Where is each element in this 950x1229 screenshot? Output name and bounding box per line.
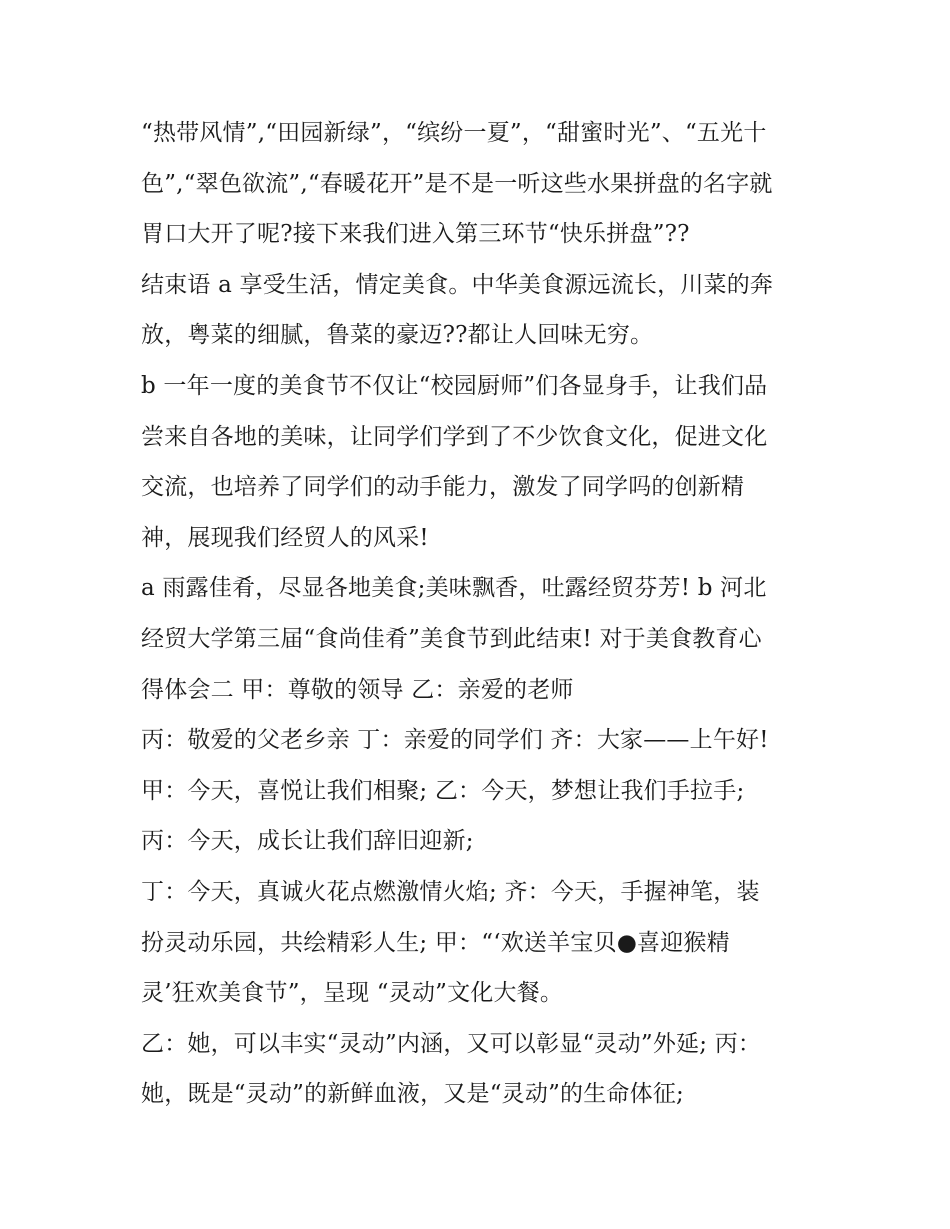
text-line: 得体会二 甲：尊敬的领导 乙：亲爱的老师	[141, 676, 574, 703]
text-line: 尝来自各地的美味，让同学们学到了不少饮食文化，促进文化	[141, 423, 768, 450]
text-line: b 一年一度的美食节不仅让“校园厨师”们各显身手，让我们品	[141, 372, 768, 399]
text-line: 丙：敬爱的父老乡亲 丁：亲爱的同学们 齐：大家——上午好!	[141, 727, 769, 754]
text-line: 她，既是“灵动”的新鲜血液，又是“灵动”的生命体征;	[141, 1081, 684, 1108]
text-line: 扮灵动乐园，共绘精彩人生; 甲：“‘欢送羊宝贝●喜迎猴精	[141, 929, 730, 956]
text-line: 丁：今天，真诚火花点燃激情火焰; 齐：今天，手握神笔，装	[141, 878, 760, 905]
text-line: 经贸大学第三届“食尚佳肴”美食节到此结束! 对于美食教育心	[141, 625, 762, 652]
text-line: 结束语 a 享受生活，情定美食。中华美食源远流长，川菜的奔	[141, 271, 774, 298]
text-line: 色”,“翠色欲流”,“春暖花开”是不是一听这些水果拼盘的名字就	[141, 170, 773, 197]
body-text	[141, 108, 821, 1120]
text-line: 交流，也培养了同学们的动手能力，激发了同学吗的创新精	[141, 474, 745, 501]
text-line: “热带风情”,“田园新绿”，“缤纷一夏”，“甜蜜时光”、“五光十	[141, 120, 767, 146]
text-line: 灵’狂欢美食节”，呈现 “灵动”文化大餐。	[141, 980, 564, 1007]
text-line: 乙：她，可以丰实“灵动”内涵，又可以彰显“灵动”外延; 丙：	[141, 1030, 762, 1057]
text-line: 丙：今天，成长让我们辞旧迎新;	[141, 828, 474, 855]
text-line: 神，展现我们经贸人的风采!	[141, 524, 429, 551]
text-line: 胃口大开了呢?接下来我们进入第三环节“快乐拼盘”??	[141, 221, 690, 248]
text-line: 放，粤菜的细腻，鲁菜的豪迈??都让人回味无穷。	[141, 322, 654, 349]
text-line: 甲：今天，喜悦让我们相聚; 乙：今天，梦想让我们手拉手;	[141, 777, 745, 804]
text-line: a 雨露佳肴，尽显各地美食;美味飘香，吐露经贸芬芳! b 河北	[141, 575, 767, 602]
